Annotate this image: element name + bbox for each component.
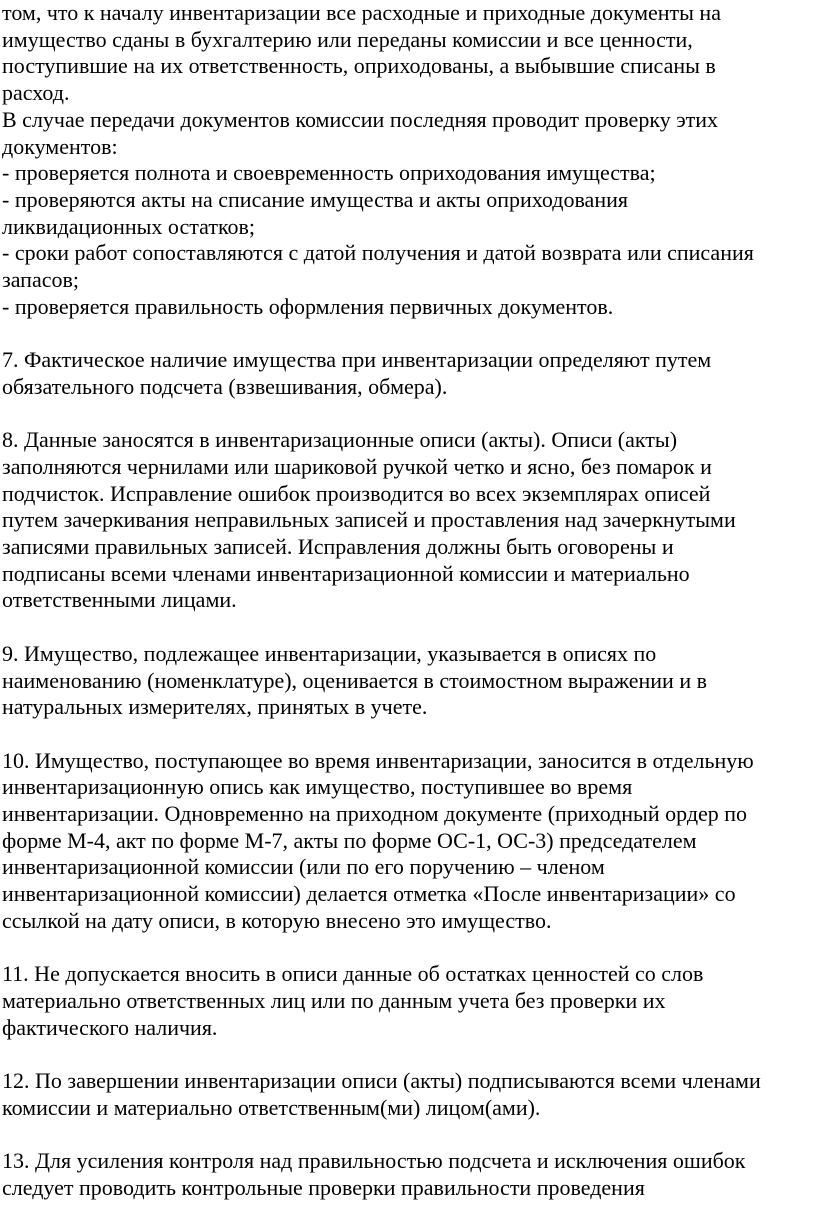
- text-line: 11. Не допускается вносить в описи данные об остатках ценностей со слов: [2, 961, 704, 987]
- paragraph-item-7: [2, 347, 802, 400]
- text-line: записями правильных записей. Исправления должны быть оговорены и: [2, 534, 674, 560]
- paragraph-item-13: [2, 1148, 802, 1201]
- paragraph-item-8: [2, 427, 802, 614]
- text-line: подчисток. Исправление ошибок производится во всех экземплярах описей: [2, 480, 711, 506]
- paragraph-gap: [2, 320, 802, 347]
- paragraph-gap: [2, 721, 802, 748]
- paragraph-intro-continuation: [2, 0, 802, 107]
- text-line: материально ответственных лиц или по данным учета без проверки их: [2, 987, 666, 1013]
- text-line: инвентаризационной комиссии) делается отметка «После инвентаризации» со: [2, 881, 736, 907]
- text-line: 8. Данные заносятся в инвентаризационные описи (акты). Описи (акты): [2, 427, 678, 453]
- text-line: форме М-4, акт по форме М-7, акты по форме ОС-1, ОС-3) председателем: [2, 827, 697, 853]
- text-line: ответственными лицами.: [2, 587, 237, 613]
- text-line: - сроки работ сопоставляются с датой получения и датой возврата или списания: [2, 240, 754, 266]
- paragraph-item-12: [2, 1068, 802, 1121]
- text-line: 12. По завершении инвентаризации описи (акты) подписываются всеми членами: [2, 1068, 761, 1094]
- text-line: расход.: [2, 80, 70, 106]
- text-line: поступившие на их ответственность, оприходованы, а выбывшие списаны в: [2, 53, 716, 79]
- text-line: - проверяется правильность оформления первичных документов.: [2, 293, 614, 319]
- text-line: документов:: [2, 133, 118, 159]
- text-line: обязательного подсчета (взвешивания, обмера).: [2, 373, 448, 399]
- text-line: 7. Фактическое наличие имущества при инвентаризации определяют путем: [2, 347, 712, 373]
- text-line: комиссии и материально ответственным(ми) лицом(ами).: [2, 1094, 541, 1120]
- text-line: натуральных измерителях, принятых в учете.: [2, 694, 428, 720]
- text-line: фактического наличия.: [2, 1014, 218, 1040]
- text-line: заполняются чернилами или шариковой ручкой четко и ясно, без помарок и: [2, 453, 712, 479]
- text-line: инвентаризации. Одновременно на приходном документе (приходный ордер по: [2, 801, 748, 827]
- text-line: 9. Имущество, подлежащее инвентаризации, указывается в описях по: [2, 640, 657, 666]
- paragraph-gap: [2, 1121, 802, 1148]
- text-line: имущество сданы в бухгалтерию или переданы комиссии и все ценности,: [2, 26, 693, 52]
- text-line: инвентаризационную опись как имущество, поступившее во время: [2, 774, 633, 800]
- paragraph-document-check: [2, 107, 802, 321]
- text-line: - проверяются акты на списание имущества и акты оприходования: [2, 186, 628, 212]
- paragraph-gap: [2, 1041, 802, 1068]
- text-line: 13. Для усиления контроля над правильностью подсчета и исключения ошибок: [2, 1148, 746, 1174]
- text-line: путем зачеркивания неправильных записей и проставления над зачеркнутыми: [2, 507, 736, 533]
- text-line: инвентаризационной комиссии (или по его поручению – членом: [2, 854, 605, 880]
- text-line: - проверяется полнота и своевременность оприходования имущества;: [2, 160, 656, 186]
- text-line: подписаны всеми членами инвентаризационной комиссии и материально: [2, 560, 690, 586]
- text-line: следует проводить контрольные проверки правильности проведения: [2, 1174, 645, 1200]
- text-line: запасов;: [2, 267, 79, 293]
- text-line: том, что к началу инвентаризации все расходные и приходные документы на: [2, 0, 721, 25]
- paragraph-item-10: [2, 748, 802, 935]
- text-line: наименованию (номенклатуре), оценивается в стоимостном выражении и в: [2, 667, 707, 693]
- paragraph-gap: [2, 935, 802, 962]
- paragraph-item-9: [2, 641, 802, 721]
- paragraph-item-11: [2, 961, 802, 1041]
- paragraph-gap: [2, 401, 802, 428]
- text-line: 10. Имущество, поступающее во время инвентаризации, заносится в отдельную: [2, 747, 754, 773]
- text-line: ликвидационных остатков;: [2, 213, 256, 239]
- text-line: В случае передачи документов комиссии последняя проводит проверку этих: [2, 106, 719, 132]
- paragraph-gap: [2, 614, 802, 641]
- text-line: ссылкой на дату описи, в которую внесено это имущество.: [2, 907, 552, 933]
